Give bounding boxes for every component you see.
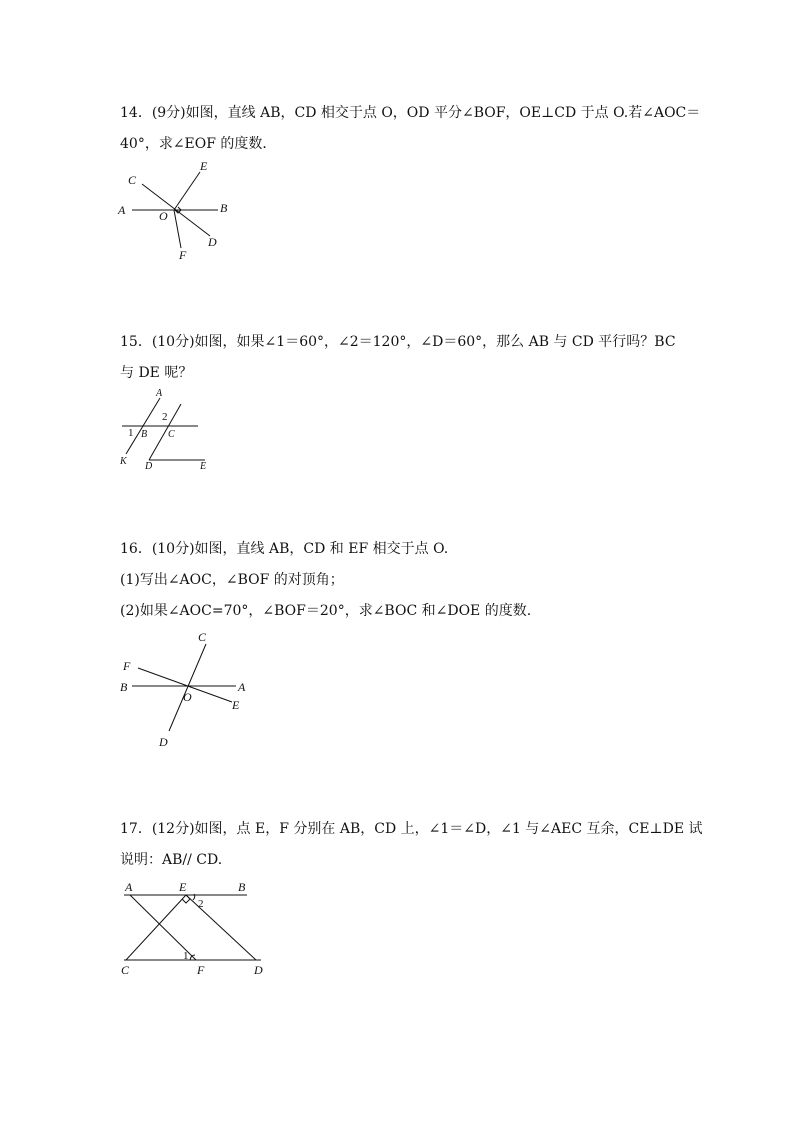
fig14-label-B: B (220, 201, 228, 215)
problem-16-part-2: (2)如果∠AOC=70°，∠BOF＝20°，求∠BOC 和∠DOE 的度数. (120, 603, 532, 619)
problem-16-line-1: 16．(10分)如图，直线 AB，CD 和 EF 相交于点 O. (120, 541, 449, 557)
fig15-line-CD (149, 404, 181, 460)
fig16-label-F: F (123, 659, 131, 673)
problem-17-line-1: 17．(12分)如图，点 E，F 分别在 AB，CD 上，∠1＝∠D，∠1 与∠AEC 互余，CE⊥DE 试 (120, 821, 703, 837)
fig16-line-EF (138, 668, 232, 702)
fig15-label-K: K (120, 456, 127, 467)
fig15-label-B: B (141, 429, 148, 440)
problem-16-part-1: (1)写出∠AOC，∠BOF 的对顶角； (120, 572, 344, 588)
fig14-label-O: O (159, 209, 168, 223)
fig14-right-angle-mark (175, 207, 181, 213)
fig17-angle-2: 2 (198, 898, 204, 910)
fig17-label-C: C (121, 963, 130, 977)
fig14-label-F: F (179, 248, 187, 262)
fig14-line-CD (142, 184, 210, 236)
fig17-right-angle-mark (182, 895, 190, 903)
figure-16 (132, 644, 236, 731)
problem-15-line-2: 与 DE 呢？ (120, 365, 193, 381)
fig16-label-D: D (159, 735, 168, 749)
fig15-angle-1: 1 (128, 427, 134, 439)
fig15-label-D: D (145, 461, 153, 472)
figure-15 (122, 398, 205, 460)
fig16-label-C: C (198, 630, 207, 644)
figure-14 (132, 172, 218, 248)
fig17-line-AF (130, 895, 196, 960)
fig14-label-E: E (200, 159, 208, 173)
fig14-ray-OF (174, 210, 181, 248)
figure-17 (124, 894, 261, 960)
fig17-line-ED (186, 895, 256, 960)
fig14-label-C: C (128, 173, 137, 187)
figure-16-labels (120, 630, 246, 749)
fig14-label-D: D (208, 235, 217, 249)
fig16-label-O: O (183, 690, 192, 704)
fig17-line-EC (126, 895, 186, 960)
fig15-label-C: C (168, 429, 175, 440)
fig14-ray-OE (174, 172, 200, 210)
fig14-label-A: A (118, 203, 126, 217)
problem-15-line-1: 15．(10分)如图，如果∠1＝60°，∠2＝120°，∠D＝60°，那么 AB 与 CD 平行吗？BC (120, 334, 676, 350)
figure-14-labels (117, 159, 228, 262)
fig16-label-A: A (238, 680, 246, 694)
fig16-line-CD (169, 644, 206, 731)
fig17-angle-2-arc (193, 894, 195, 900)
figure-17-labels (121, 880, 263, 977)
fig17-label-E: E (179, 880, 187, 894)
fig17-angle-1-arc (190, 955, 195, 960)
fig15-line-AK (126, 398, 160, 454)
problem-14-line-1: 14．(9分)如图，直线 AB，CD 相交于点 O，OD 平分∠BOF，OE⊥CD 于点 O.若∠AOC＝ (120, 105, 701, 121)
fig15-label-A: A (156, 388, 163, 399)
figure-15-labels (119, 388, 206, 472)
problem-17-line-2: 说明：AB// CD. (120, 852, 223, 868)
fig17-label-D: D (254, 963, 263, 977)
fig15-label-E: E (200, 461, 207, 472)
fig15-angle-2: 2 (162, 411, 168, 423)
fig17-label-A: A (125, 880, 133, 894)
fig17-angle-1: 1 (183, 950, 189, 962)
problem-14-line-2: 40°，求∠EOF 的度数． (120, 136, 277, 152)
fig16-label-E: E (232, 698, 240, 712)
fig16-label-B: B (120, 680, 128, 694)
fig17-label-F: F (197, 963, 205, 977)
fig17-label-B: B (238, 880, 246, 894)
